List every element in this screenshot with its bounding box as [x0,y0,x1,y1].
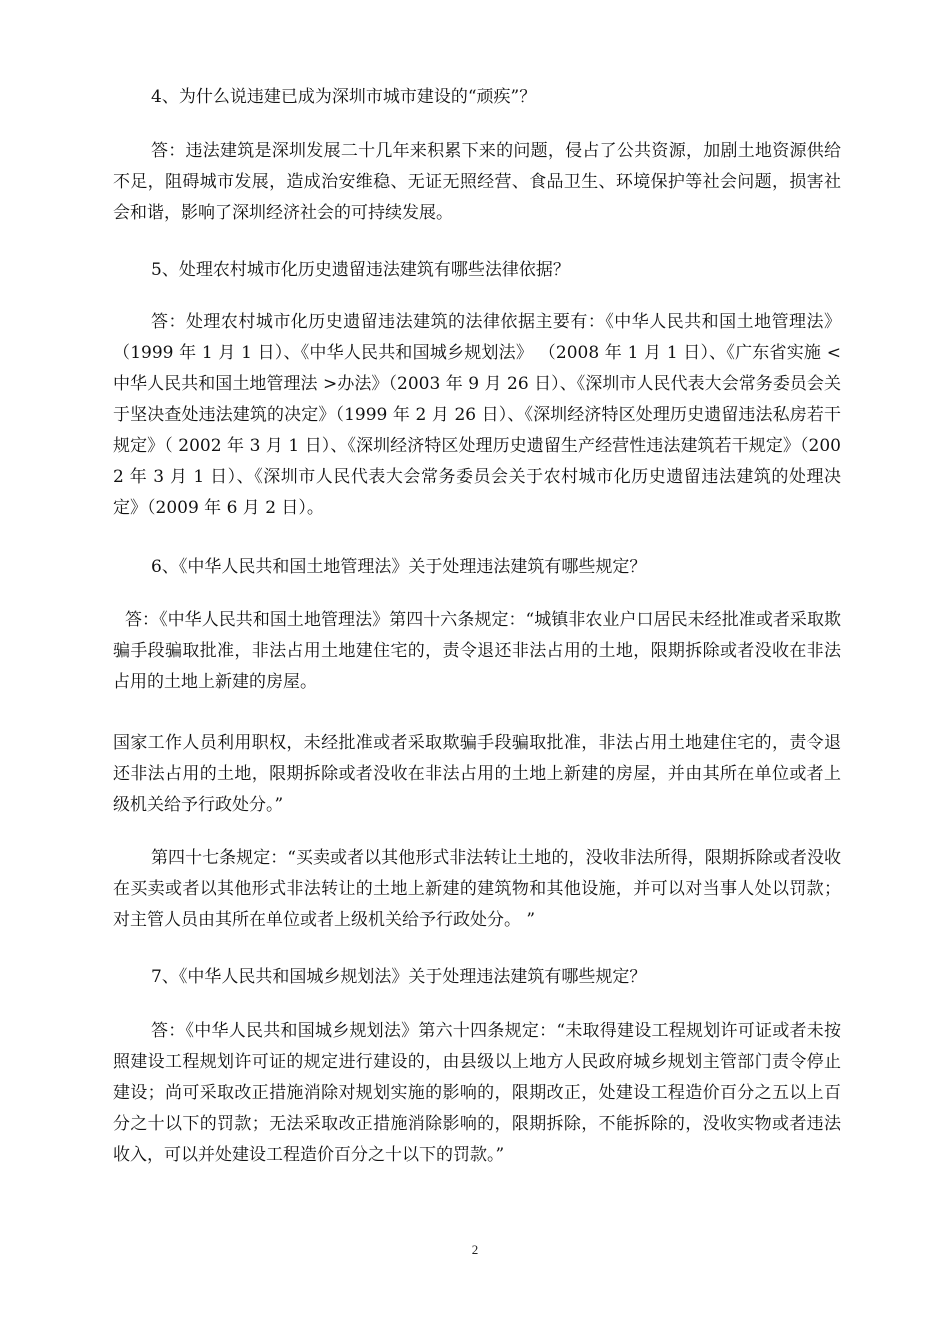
answer-6-article-46: 答：《中华人民共和国土地管理法》第四十六条规定：“城镇非农业户口居民未经批准或者采取欺骗手段骗取批准，非法占用土地建住宅的，责令退还非法占用的土地，限期拆除或者没收在非法占用的土地上新建的房屋。 [113,610,841,692]
answer-5: 答：处理农村城市化历史遗留违法建筑的法律依据主要有：《中华人民共和国土地管理法》（1999 年 1 月 1 日）、《中华人民共和国城乡规划法》 （2008 年 1 月 1 日）、《广东省实施 <中华人民共和国土地管理法 >办法》（2003 年 9 月 26 日）、《深圳市人民代表大会常务委员会关于坚决查处违法建筑的决定》（1999 年 2 月 26 日）、《深圳经济特区处理历史遗留违法私房若干规定》（ 2002 年 3 月 1 日）、《深圳经济特区处理历史遗留生产经营性违法建筑若干规定》（2002 年 3 月 1 日）、《深圳市人民代表大会常务委员会关于农村城市化历史遗留违法建筑的处理决定》（2009 年 6 月 2 日）。 [113,312,841,518]
question-5: 5、处理农村城市化历史遗留违法建筑有哪些法律依据？ [151,260,570,280]
question-7: 7、《中华人民共和国城乡规划法》关于处理违法建筑有哪些规定？ [151,967,647,987]
question-4: 4、为什么说违建已成为深圳市城市建设的“顽疾”？ [151,87,537,107]
question-6: 6、《中华人民共和国土地管理法》关于处理违法建筑有哪些规定？ [151,557,647,577]
answer-6-article-47: 第四十七条规定：“买卖或者以其他形式非法转让土地的，没收非法所得，限期拆除或者没收在买卖或者以其他形式非法转让的土地上新建的建筑物和其他设施，并可以对当事人处以罚款；对主管人员由其所在单位或者上级机关给予行政处分。 ” [113,848,841,930]
page-number: 2 [471,1242,479,1257]
answer-6-article-46-continued: 国家工作人员利用职权，未经批准或者采取欺骗手段骗取批准，非法占用土地建住宅的，责令退还非法占用的土地，限期拆除或者没收在非法占用的土地上新建的房屋，并由其所在单位或者上级机关给予行政处分。” [113,733,841,815]
answer-7: 答：《中华人民共和国城乡规划法》第六十四条规定：“未取得建设工程规划许可证或者未按照建设工程规划许可证的规定进行建设的，由县级以上地方人民政府城乡规划主管部门责令停止建设；尚可采取改正措施消除对规划实施的影响的，限期改正，处建设工程造价百分之五以上百分之十以下的罚款；无法采取改正措施消除影响的，限期拆除，不能拆除的，没收实物或者违法收入，可以并处建设工程造价百分之十以下的罚款。” [113,1021,841,1165]
answer-4: 答：违法建筑是深圳发展二十几年来积累下来的问题，侵占了公共资源，加剧土地资源供给不足，阻碍城市发展，造成治安维稳、无证无照经营、食品卫生、环境保护等社会问题，损害社会和谐，影响了深圳经济社会的可持续发展。 [113,141,841,223]
